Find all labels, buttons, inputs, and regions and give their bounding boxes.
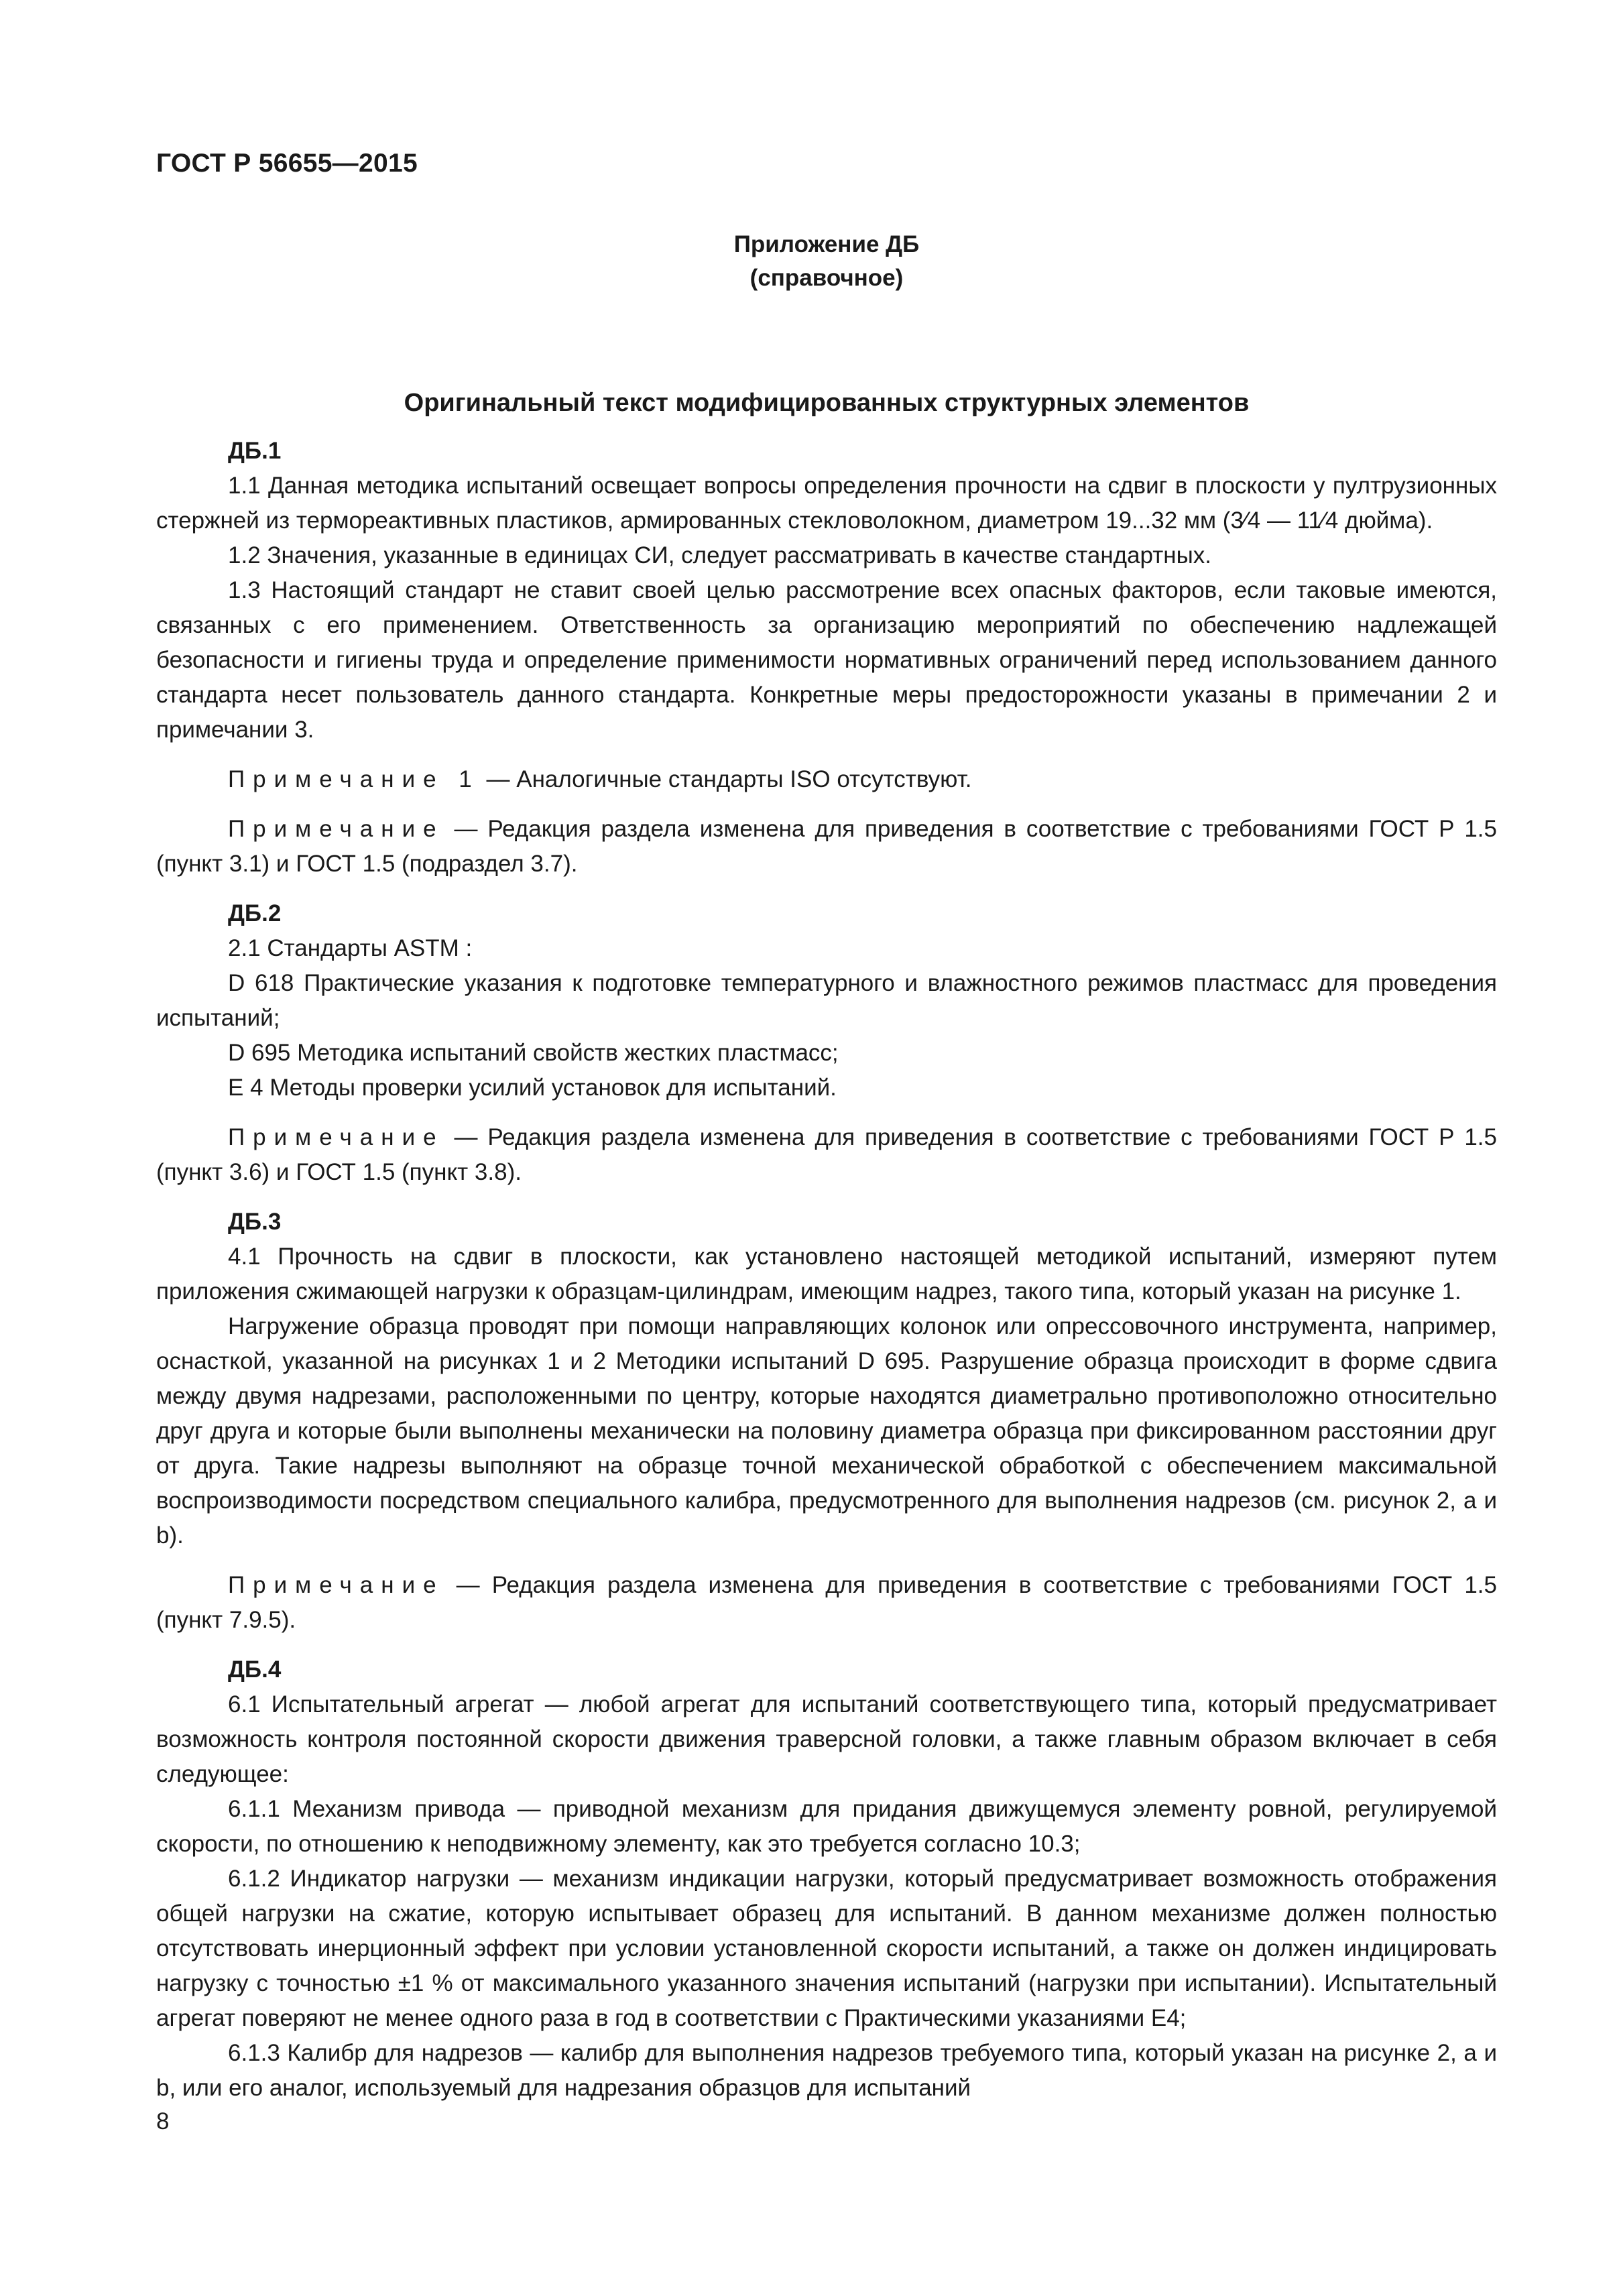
paragraph: Нагружение образца проводят при помощи направляющих колонок или опрессовочного инструмента, например, оснасткой, указанной на рисунках 1 и 2 Методики испытаний D 695. Разрушение образца происходит в форме сдвига между двумя надрезами, расположенными по центру, которые находятся диаметрально противоположно относительно друг друга и которые были выполнены механически на половину диаметра образца при фиксированном расстоянии друг от друга. Такие надрезы выполняют на образце точной механической обработкой с обеспечением максимальной воспроизводимости посредством специального калибра, предусмотренного для выполнения надрезов (см. рисунок 2, a и b). (156, 1313, 1497, 1549)
section-heading: ДБ.2 (228, 900, 282, 926)
paragraph: D 695 Методика испытаний свойств жестких пластмасс; (228, 1040, 839, 1066)
section-heading: ДБ.4 (228, 1656, 282, 1683)
appendix-title: Приложение ДБ (733, 231, 920, 257)
paragraph: E 4 Методы проверки усилий установок для испытаний. (228, 1075, 837, 1101)
document-number: ГОСТ Р 56655—2015 (156, 149, 418, 178)
note-text: — Редакция раздела изменена для приведения в соответствие с требованиями ГОСТ 1.5 (пункт 7.9.5). (156, 1572, 1497, 1633)
paragraph: 4.1 Прочность на сдвиг в плоскости, как установлено настоящей методикой испытаний, измеряют путем приложения сжимающей нагрузки к образцам-цилиндрам, имеющим надрез, такого типа, который указан на рисунке 1. (156, 1244, 1497, 1305)
paragraph: 1.2 Значения, указанные в единицах СИ, следует рассматривать в качестве стандартных. (228, 542, 1211, 568)
appendix-subtitle: (справочное) (749, 265, 904, 291)
note (156, 762, 1497, 797)
paragraph: 1.3 Настоящий стандарт не ставит своей целью рассмотрение всех опасных факторов, если таковые имеются, связанных с его применением. Ответственность за организацию мероприятий по обеспечению надлежащей безопасности и гигиены труда и определение применимости нормативных ограничений перед использованием данного стандарта несет пользователь данного стандарта. Конкретные меры предосторожности указаны в примечании 2 и примечании 3. (156, 577, 1497, 743)
paragraph: 6.1.3 Калибр для надрезов — калибр для выполнения надрезов требуемого типа, который указан на рисунке 2, a и b, или его аналог, используемый для надрезания образцов для испытаний (156, 2040, 1497, 2101)
paragraph: D 618 Практические указания к подготовке температурного и влажностного режимов пластмасс для проведения испытаний; (156, 970, 1497, 1031)
paragraph: 6.1 Испытательный агрегат — любой агрегат для испытаний соответствующего типа, который предусматривает возможность контроля постоянной скорости движения траверсной головки, а также главным образом включает в себя следующее: (156, 1691, 1497, 1787)
note-label: Примечание (228, 1124, 444, 1150)
document-body (156, 385, 1497, 2106)
note-text: — Редакция раздела изменена для приведения в соответствие с требованиями ГОСТ Р 1.5 (пункт 3.1) и ГОСТ 1.5 (подраздел 3.7). (156, 816, 1497, 877)
note (156, 812, 1497, 882)
page-number: 8 (156, 2108, 170, 2134)
note-text: — Редакция раздела изменена для приведения в соответствие с требованиями ГОСТ Р 1.5 (пункт 3.6) и ГОСТ 1.5 (пункт 3.8). (156, 1124, 1497, 1185)
note-label: Примечание 1 (228, 766, 480, 792)
paragraph: 6.1.1 Механизм привода — приводной механизм для придания движущемуся элементу ровной, регулируемой скорости, по отношению к неподвижному элементу, как это требуется согласно 10.3; (156, 1796, 1497, 1857)
section-heading: ДБ.1 (228, 438, 282, 464)
note (156, 1568, 1497, 1638)
paragraph: 6.1.2 Индикатор нагрузки — механизм индикации нагрузки, который предусматривает возможность отображения общей нагрузки на сжатие, которую испытывает образец для испытаний. В данном механизме должен полностью отсутствовать инерционный эффект при условии установленной скорости испытаний, а также он должен индицировать нагрузку с точностью ±1 % от максимального указанного значения испытаний (нагрузки при испытании). Испытательный агрегат поверяют не менее одного раза в год в соответствии с Практическими указаниями E4; (156, 1866, 1497, 2031)
note-label: Примечание (228, 816, 444, 842)
paragraph: 2.1 Стандарты ASTM : (228, 935, 473, 961)
note-label: Примечание (228, 1572, 444, 1598)
section-heading: ДБ.3 (228, 1209, 282, 1235)
note-text: — Аналогичные стандарты ISO отсутствуют. (479, 766, 972, 792)
paragraph: 1.1 Данная методика испытаний освещает вопросы определения прочности на сдвиг в плоскости у пултрузионных стержней из термореактивных пластиков, армированных стекловолокном, диаметром 19...32 мм (3⁄4 — 11⁄4 дюйма). (156, 473, 1497, 534)
document-title: Оригинальный текст модифицированных структурных элементов (404, 389, 1250, 417)
note (156, 1120, 1497, 1190)
